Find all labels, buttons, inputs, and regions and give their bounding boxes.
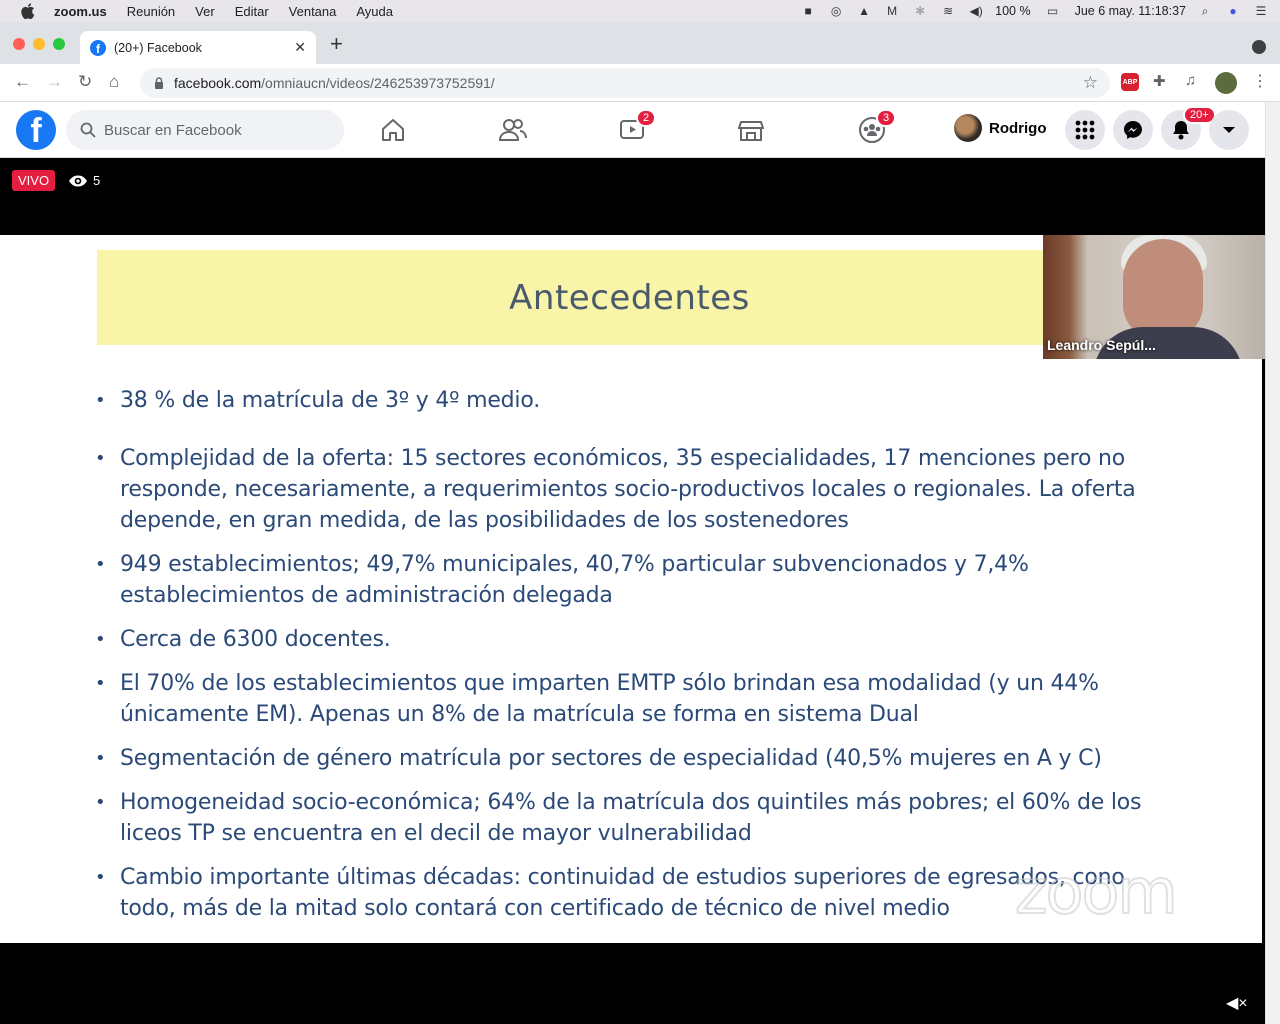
profile-avatar[interactable] (1215, 72, 1237, 94)
notifications-badge: 20+ (1183, 106, 1216, 124)
friends-icon (499, 117, 527, 143)
slide-bullet: • Complejidad de la oferta: 15 sectores económicos, 35 especialidades, 17 menciones pero no responde, necesariamente, a requerimientos socio-productivos locales o regionales. La oferta depende, en gran medida, de las posibilidades de los sostenedores (95, 443, 1185, 536)
tab-search-icon[interactable] (1252, 40, 1266, 54)
menu-reunion[interactable]: Reunión (126, 3, 176, 19)
facebook-favicon-icon: f (90, 40, 106, 56)
url-path: /omniaucn/videos/246253973752591/ (261, 75, 495, 91)
notification-center-icon[interactable]: ☰ (1255, 4, 1267, 18)
mac-menu-bar (0, 0, 1280, 22)
nav-watch[interactable] (614, 112, 650, 148)
search-icon (80, 122, 96, 138)
facebook-header (0, 102, 1280, 158)
chrome-menu-icon[interactable]: ⋮ (1252, 73, 1268, 90)
bookmark-star-icon[interactable]: ☆ (1082, 73, 1098, 92)
menu-ver[interactable]: Ver (195, 3, 215, 19)
address-bar[interactable] (140, 68, 1110, 98)
notifications-button[interactable] (1161, 109, 1209, 150)
marketplace-icon (738, 118, 764, 142)
browser-toolbar (0, 64, 1280, 102)
nav-friends[interactable] (495, 112, 531, 148)
facebook-search-box[interactable] (66, 110, 344, 150)
bluetooth-icon[interactable]: ✱ (915, 4, 926, 18)
extensions-puzzle-icon[interactable]: ✚ (1153, 73, 1166, 90)
eye-icon (68, 175, 88, 187)
adblock-plus-icon[interactable]: ABP (1121, 73, 1139, 91)
live-video-player[interactable] (0, 158, 1265, 1024)
page-scrollbar[interactable] (1265, 102, 1280, 1024)
chevron-down-icon (1222, 125, 1236, 135)
siri-icon[interactable]: ● (1229, 4, 1237, 18)
slide-bullet: • Homogeneidad socio-económica; 64% de la matrícula dos quintiles más pobres; el 60% de los liceos TP se encuentra en el decil de mayor vulnerabilidad (95, 787, 1185, 849)
home-icon (380, 117, 406, 143)
menu-app-name[interactable]: zoom.us (54, 3, 107, 19)
viewer-count (68, 173, 100, 188)
apple-menu-icon[interactable] (21, 3, 35, 19)
drive-icon[interactable]: ▲ (858, 4, 871, 18)
window-minimize-button[interactable] (33, 38, 45, 50)
slide-bullet: • 38 % de la matrícula de 3º y 4º medio. (95, 385, 1185, 416)
reload-icon[interactable]: ↻ (78, 72, 93, 91)
messenger-icon (1123, 120, 1143, 140)
mute-volume-icon[interactable]: ◀× (1226, 995, 1248, 1012)
menu-editar[interactable]: Editar (234, 3, 269, 19)
groups-badge: 3 (876, 109, 896, 127)
slide-bullet: • Cerca de 6300 docentes. (95, 624, 1185, 655)
slide-title-band (97, 250, 1162, 345)
window-close-button[interactable] (13, 38, 25, 50)
viewer-count-value: 5 (93, 173, 101, 188)
profile-name: Rodrigo (989, 119, 1047, 137)
forward-arrow-icon[interactable]: → (46, 72, 63, 91)
clock[interactable]: Jue 6 may. 11:18:37 (1074, 4, 1186, 18)
slide-bullet: • 949 establecimientos; 49,7% municipales, 40,7% particular subvencionados y 7,4% establecimientos de administración delegada (95, 549, 1185, 611)
malwarebytes-icon[interactable]: M (887, 4, 898, 18)
menu-ventana[interactable]: Ventana (288, 3, 337, 19)
zoom-camera-icon[interactable]: ■ (804, 4, 812, 18)
speaker-face (1123, 239, 1203, 339)
tab-title: (20+) Facebook (114, 40, 202, 55)
account-button[interactable] (1209, 110, 1249, 150)
messenger-button[interactable] (1113, 110, 1153, 150)
watch-badge: 2 (636, 109, 656, 127)
tab-facebook[interactable] (80, 31, 316, 64)
home-icon[interactable]: ⌂ (109, 72, 120, 91)
volume-icon[interactable]: ◀) (969, 4, 983, 18)
creative-cloud-icon[interactable]: ◎ (830, 4, 842, 18)
tab-close-icon[interactable]: ✕ (294, 39, 306, 55)
search-input[interactable] (104, 122, 324, 139)
speaker-thumbnail (1043, 235, 1265, 359)
profile-shortcut[interactable] (954, 114, 1047, 142)
slide-bullet: • Cambio importante últimas décadas: continuidad de estudios superiores de egresados, cono todo, más de la mitad solo contará con certificado de técnico de nivel medio (95, 862, 1185, 924)
zoom-watermark: zoom (1015, 855, 1176, 928)
menu-button[interactable] (1065, 110, 1105, 150)
window-zoom-button[interactable] (53, 38, 65, 50)
avatar (954, 114, 982, 142)
slide-title: Antecedentes (509, 277, 750, 318)
back-arrow-icon[interactable]: ← (14, 72, 31, 91)
new-tab-button[interactable]: + (330, 31, 343, 56)
lock-icon (154, 77, 164, 89)
wifi-icon[interactable]: ≋ (943, 4, 954, 18)
menu-bar-status-area (799, 0, 1280, 22)
facebook-logo-icon[interactable]: f (16, 110, 56, 150)
speaker-name: Leandro Sepúl... (1047, 337, 1156, 353)
media-control-icon[interactable]: ♫ (1185, 72, 1197, 89)
live-badge: VIVO (12, 170, 55, 191)
nav-home[interactable] (375, 112, 411, 148)
slide-bullet: • El 70% de los establecimientos que imparten EMTP sólo brindan esa modalidad (y un 44% únicamente EM). Apenas un 8% de la matrícula se forma en sistema Dual (95, 668, 1185, 730)
menu-ayuda[interactable]: Ayuda (356, 3, 394, 19)
battery-icon[interactable]: ▭ (1046, 4, 1059, 18)
nav-marketplace[interactable] (733, 112, 769, 148)
nav-groups[interactable] (854, 112, 890, 148)
grid-menu-icon (1075, 120, 1095, 140)
url-host: facebook.com (174, 75, 262, 91)
battery-percent: 100 % (995, 4, 1031, 18)
browser-tab-strip (0, 22, 1280, 64)
spotlight-search-icon[interactable]: ⌕ (1201, 3, 1209, 18)
url-text[interactable] (174, 75, 495, 91)
slide-bullet: • Segmentación de género matrícula por sectores de especialidad (40,5% mujeres en A y C) (95, 743, 1185, 774)
